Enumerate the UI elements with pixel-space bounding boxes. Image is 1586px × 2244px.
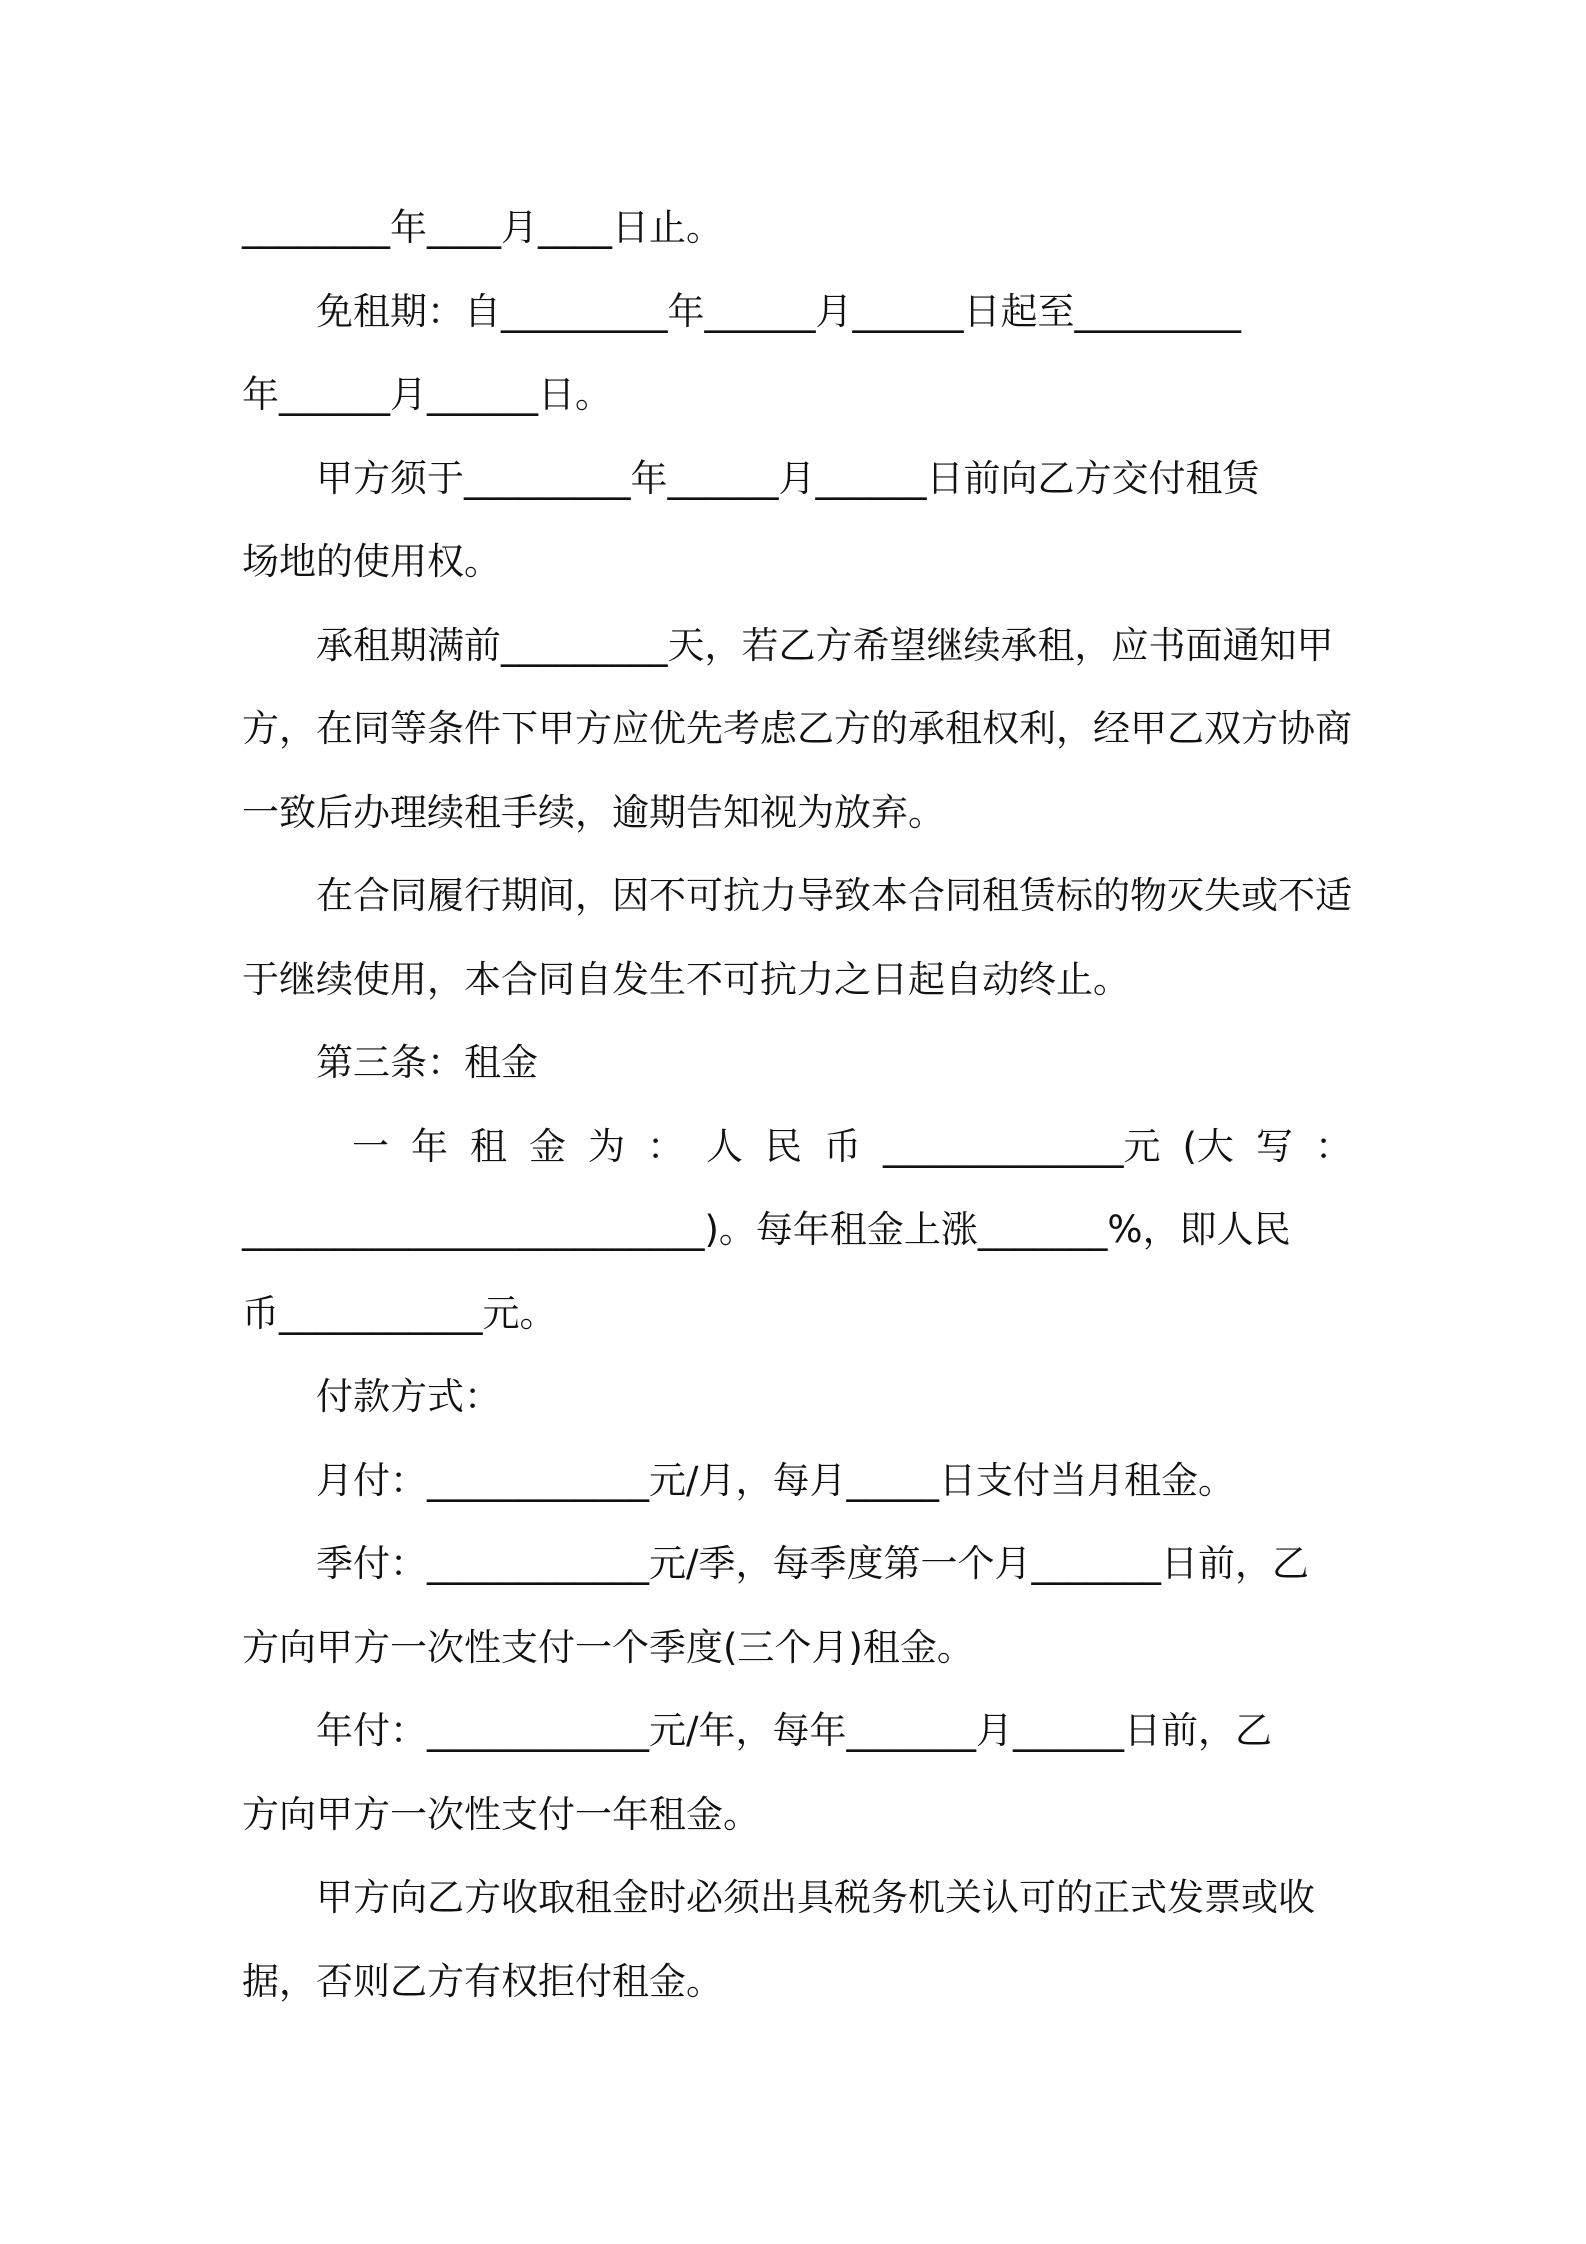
text-line-14: 币___________元。	[242, 1291, 557, 1335]
rent-word: 写	[1255, 1124, 1293, 1168]
quarterly-payment-line: 季付：____________元/季，每季度第一个月_______日前，乙	[316, 1542, 1309, 1585]
rent-word: ：	[1314, 1124, 1352, 1168]
text-line-3: 年______月______日。	[242, 373, 612, 416]
text-line-2: 免租期：自_________年______月______日起至_________	[316, 289, 1241, 333]
text-line-1: ________年____月____日止。	[242, 206, 723, 249]
rent-word: 民	[765, 1124, 802, 1168]
text-line-21: 甲方向乙方收取租金时必须出具税务机关认可的正式发票或收	[316, 1876, 1315, 1919]
rent-word: 年	[411, 1124, 448, 1168]
text-line-13: _________________________)。每年租金上涨_______%，即人民	[242, 1208, 1291, 1251]
text-line-5: 场地的使用权。	[242, 540, 501, 583]
rent-word: 人	[706, 1124, 743, 1168]
annual-rent-line	[242, 1105, 1352, 1189]
text-line-22: 据，否则乙方有权拒付租金。	[242, 1959, 723, 2003]
article-three-heading: 第三条：租金	[316, 1041, 538, 1084]
text-line-4: 甲方须于_________年______月______日前向乙方交付租赁	[316, 456, 1260, 500]
rent-word: 一	[352, 1124, 389, 1168]
payment-method-heading: 付款方式：	[316, 1375, 501, 1418]
text-line-8: 一致后办理续租手续，逾期告知视为放弃。	[242, 790, 945, 834]
text-line-9: 在合同履行期间，因不可抗力导致本合同租赁标的物灭失或不适	[316, 874, 1352, 917]
rent-word: ：	[647, 1124, 684, 1168]
rent-word: (大	[1182, 1124, 1234, 1168]
text-line-7: 方，在同等条件下甲方应优先考虑乙方的承租权利，经甲乙双方协商	[242, 707, 1352, 750]
rent-word: 金	[529, 1124, 566, 1168]
text-line-10: 于继续使用，本合同自发生不可抗力之日起自动终止。	[242, 957, 1130, 1001]
rent-word: 为	[588, 1124, 625, 1168]
text-line-6: 承租期满前_________天，若乙方希望继续承租，应书面通知甲	[316, 623, 1334, 667]
yearly-payment-line: 年付：____________元/年，每年_______月______日前，乙	[316, 1709, 1272, 1752]
rent-word: 币	[824, 1124, 861, 1168]
rent-word: 租	[470, 1124, 507, 1168]
text-line-20: 方向甲方一次性支付一年租金。	[242, 1792, 760, 1836]
document-page	[242, 186, 1352, 2023]
rent-word: _____________元	[883, 1124, 1161, 1168]
text-line-18: 方向甲方一次性支付一个季度(三个月)租金。	[242, 1625, 974, 1669]
monthly-payment-line: 月付：____________元/月，每月_____日支付当月租金。	[316, 1458, 1235, 1502]
